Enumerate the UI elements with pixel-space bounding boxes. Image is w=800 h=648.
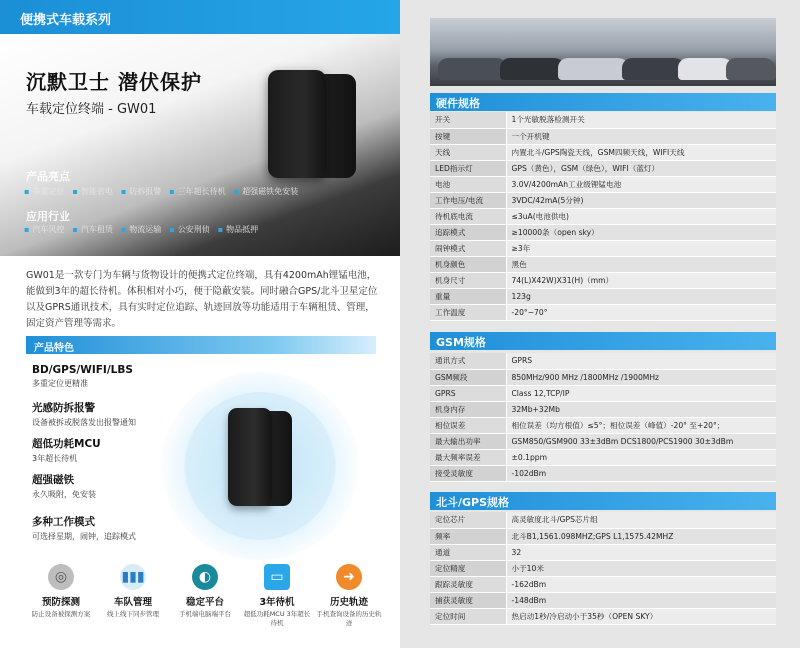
- right-panel: [400, 0, 800, 648]
- spec-value: 北斗B1,1561.098MHZ;GPS L1,1575.42MHZ: [506, 528, 776, 544]
- feature-desc: 永久吸附，免安装: [32, 490, 96, 499]
- highlight-item: ▪ 超强磁铁免安装: [234, 187, 298, 196]
- spec-label: 按键: [430, 128, 506, 144]
- industry-item: ▪ 汽车风控: [24, 225, 64, 234]
- spec-value: 3.0V/4200mAh工业级锂锰电池: [506, 176, 776, 192]
- spec-row: [430, 224, 776, 240]
- spec-row: [430, 176, 776, 192]
- car-shape: [558, 58, 630, 80]
- battery-icon: ▭: [264, 564, 290, 590]
- device-image: [268, 70, 358, 182]
- highlight-item: ▪ 多重定位: [24, 187, 64, 196]
- feature-desc: 3年超长待机: [32, 454, 78, 463]
- spec-value: ≥10000条（open sky）: [506, 224, 776, 240]
- spec-label: 机身尺寸: [430, 272, 506, 288]
- highlights-heading: 产品亮点: [26, 170, 70, 183]
- feature-title: 超强磁铁: [32, 474, 74, 486]
- spec-label: 开关: [430, 112, 506, 128]
- spec-row: [430, 560, 776, 576]
- spec-value: -20°~70°: [506, 304, 776, 320]
- hardware-spec-heading: 硬件规格: [430, 93, 776, 111]
- spec-label: 接受灵敏度: [430, 465, 506, 481]
- spec-label: 跟踪灵敏度: [430, 576, 506, 592]
- spec-value: 32: [506, 544, 776, 560]
- spec-row: [430, 544, 776, 560]
- spec-row: [430, 256, 776, 272]
- device-front-shape: [268, 70, 326, 178]
- spec-label: 定位芯片: [430, 512, 506, 528]
- highlight-item: ▪ 三年超长待机: [169, 187, 225, 196]
- spec-row: [430, 385, 776, 401]
- spec-label: 定位精度: [430, 560, 506, 576]
- track-icon: ➜: [336, 564, 362, 590]
- feature-item: [32, 514, 136, 542]
- industry-item: ▪ 物流运输: [121, 225, 161, 234]
- feature-desc: 可选择星期，闹钟，追踪模式: [32, 532, 136, 541]
- spec-value: 123g: [506, 288, 776, 304]
- spec-value: 黑色: [506, 256, 776, 272]
- spec-label: 机身内存: [430, 401, 506, 417]
- spec-value: 850MHz/900 MHz /1800MHz /1900MHz: [506, 369, 776, 385]
- device-front-shape: [228, 408, 272, 506]
- spec-label: 机身颜色: [430, 256, 506, 272]
- spec-value: Class 12,TCP/IP: [506, 385, 776, 401]
- industry-item: ▪ 公安刑侦: [169, 225, 209, 234]
- spec-value: 高灵敏度北斗/GPS芯片组: [506, 512, 776, 528]
- car-shape: [622, 58, 686, 80]
- spec-row: [430, 304, 776, 320]
- spec-label: 最大频率误差: [430, 449, 506, 465]
- platform-icon: ◐: [192, 564, 218, 590]
- spec-value: 32Mb+32Mb: [506, 401, 776, 417]
- spec-row: [430, 353, 776, 369]
- spec-row: [430, 112, 776, 128]
- spec-value: GPRS: [506, 353, 776, 369]
- feature-item: [32, 472, 96, 500]
- benefit-item: [26, 564, 96, 619]
- spec-row: [430, 240, 776, 256]
- spec-label: 天线: [430, 144, 506, 160]
- fleet-icon: ▮▮▮: [120, 564, 146, 590]
- spec-value: 3VDC/42mA(5分钟): [506, 192, 776, 208]
- industry-item: ▪ 物品抵押: [218, 225, 258, 234]
- spec-value: 热启动1秒/冷启动小于35秒（OPEN SKY）: [506, 608, 776, 624]
- spec-row: [430, 528, 776, 544]
- spec-value: GSM850/GSM900 33±3dBm DCS1800/PCS1900 30±3dBm: [506, 433, 776, 449]
- feature-title: 光感防拆报警: [32, 402, 95, 414]
- benefit-item: [242, 564, 312, 628]
- benefit-title: 预防探测: [41, 597, 80, 608]
- spec-value: 74(L)X42W)X31(H)（mm）: [506, 272, 776, 288]
- car-shape: [726, 58, 776, 80]
- cars-banner-image: [430, 18, 776, 86]
- gps-spec-table: [430, 512, 776, 625]
- benefit-title: 3年待机: [259, 597, 295, 608]
- feature-title: 多种工作模式: [32, 516, 95, 528]
- highlight-item: ▪ 智能省电: [72, 187, 112, 196]
- hero-title: 沉默卫士 潜伏保护: [26, 70, 202, 94]
- highlight-item: ▪ 防拆报警: [121, 187, 161, 196]
- spec-label: 追踪模式: [430, 224, 506, 240]
- spec-row: [430, 160, 776, 176]
- spec-label: 工作温度: [430, 304, 506, 320]
- spec-row: [430, 465, 776, 481]
- spec-row: [430, 192, 776, 208]
- spec-label: 相位误差: [430, 417, 506, 433]
- benefit-item: [314, 564, 384, 628]
- hardware-spec-table: [430, 112, 776, 321]
- gsm-spec-heading: GSM规格: [430, 332, 776, 350]
- spec-label: GPRS: [430, 385, 506, 401]
- spec-value: -102dBm: [506, 465, 776, 481]
- spec-label: 闹钟模式: [430, 240, 506, 256]
- benefit-item: [98, 564, 168, 619]
- spec-row: [430, 512, 776, 528]
- benefit-icons-row: [26, 564, 386, 648]
- spec-value: 小于10米: [506, 560, 776, 576]
- benefit-title: 历史轨迹: [329, 597, 368, 608]
- spec-row: [430, 369, 776, 385]
- feature-desc: 设备被拆或脱落发出报警通知: [32, 418, 136, 427]
- spec-row: [430, 576, 776, 592]
- spec-row: [430, 272, 776, 288]
- spec-label: 捕获灵敏度: [430, 592, 506, 608]
- car-shape: [438, 58, 508, 80]
- spec-row: [430, 144, 776, 160]
- spec-value: -148dBm: [506, 592, 776, 608]
- spec-label: 频率: [430, 528, 506, 544]
- spec-row: [430, 208, 776, 224]
- spec-label: 通道: [430, 544, 506, 560]
- spec-label: 通讯方式: [430, 353, 506, 369]
- spec-value: -162dBm: [506, 576, 776, 592]
- industry-heading: 应用行业: [26, 210, 70, 223]
- feature-title: 超低功耗MCU: [32, 438, 101, 450]
- spec-row: [430, 449, 776, 465]
- gsm-spec-table: [430, 353, 776, 482]
- spec-label: GSM频段: [430, 369, 506, 385]
- spec-row: [430, 401, 776, 417]
- benefit-title: 车队管理: [113, 597, 152, 608]
- spec-row: [430, 592, 776, 608]
- benefit-desc: 超低功耗MCU 3年超长待机: [243, 610, 311, 627]
- spec-value: 一个开机键: [506, 128, 776, 144]
- benefit-title: 稳定平台: [185, 597, 224, 608]
- benefit-desc: 线上线下同步管理: [107, 610, 159, 618]
- product-description: GW01是一款专门为车辆与货物设计的便携式定位终端，具有4200mAh锂锰电池，能做到3年的超长待机。体积相对小巧，便于隐蔽安装。同时融合GPS/北斗卫星定位以及GPRS通讯技术，具有实时定位追踪、轨迹回放等功能适用于车辆租赁、管理，固定资产管理等需求。: [26, 270, 378, 329]
- spec-label: LED指示灯: [430, 160, 506, 176]
- spec-row: [430, 433, 776, 449]
- industry-list: [24, 224, 266, 235]
- industry-item: ▪ 汽车租赁: [72, 225, 112, 234]
- hero-section: [0, 34, 400, 256]
- gps-spec-heading: 北斗/GPS规格: [430, 492, 776, 510]
- series-banner: 便携式车载系列: [0, 0, 400, 34]
- spec-row: [430, 128, 776, 144]
- feature-title: BD/GPS/WIFI/LBS: [32, 364, 133, 376]
- spec-value: GPS（黄色），GSM（绿色），WIFI（蓝灯）: [506, 160, 776, 176]
- spec-row: [430, 417, 776, 433]
- highlights-list: [24, 186, 306, 197]
- feature-item: [32, 400, 136, 428]
- spec-value: ≤3uA(电池供电): [506, 208, 776, 224]
- spec-label: 待机底电流: [430, 208, 506, 224]
- hero-subtitle: 车载定位终端 - GW01: [26, 102, 157, 117]
- spec-label: 电池: [430, 176, 506, 192]
- spec-label: 工作电压/电流: [430, 192, 506, 208]
- spec-row: [430, 288, 776, 304]
- spec-value: 1个光敏脱落检测开关: [506, 112, 776, 128]
- spec-value: ≥3年: [506, 240, 776, 256]
- spec-label: 最大输出功率: [430, 433, 506, 449]
- features-heading: 产品特色: [26, 336, 376, 354]
- car-shape: [500, 58, 566, 80]
- feature-item: [32, 364, 133, 389]
- spec-row: [430, 608, 776, 624]
- feature-desc: 多重定位更精准: [32, 379, 88, 388]
- device-image-center: [228, 408, 292, 508]
- spec-value: ±0.1ppm: [506, 449, 776, 465]
- spec-value: 内置北斗/GPS陶瓷天线，GSM四频天线，WIFI天线: [506, 144, 776, 160]
- spec-value: 相位误差（均方根值）≤5°；相位误差（峰值）-20° 至+20°；: [506, 417, 776, 433]
- radar-icon: ◎: [48, 564, 74, 590]
- feature-item: [32, 436, 101, 464]
- benefit-desc: 手机查询设备的历史轨迹: [316, 610, 382, 627]
- benefit-item: [170, 564, 240, 619]
- benefit-desc: 手机端电脑端平台: [179, 610, 231, 618]
- benefit-desc: 防止设备被探测方案: [31, 610, 91, 618]
- spec-label: 定位时间: [430, 608, 506, 624]
- spec-label: 重量: [430, 288, 506, 304]
